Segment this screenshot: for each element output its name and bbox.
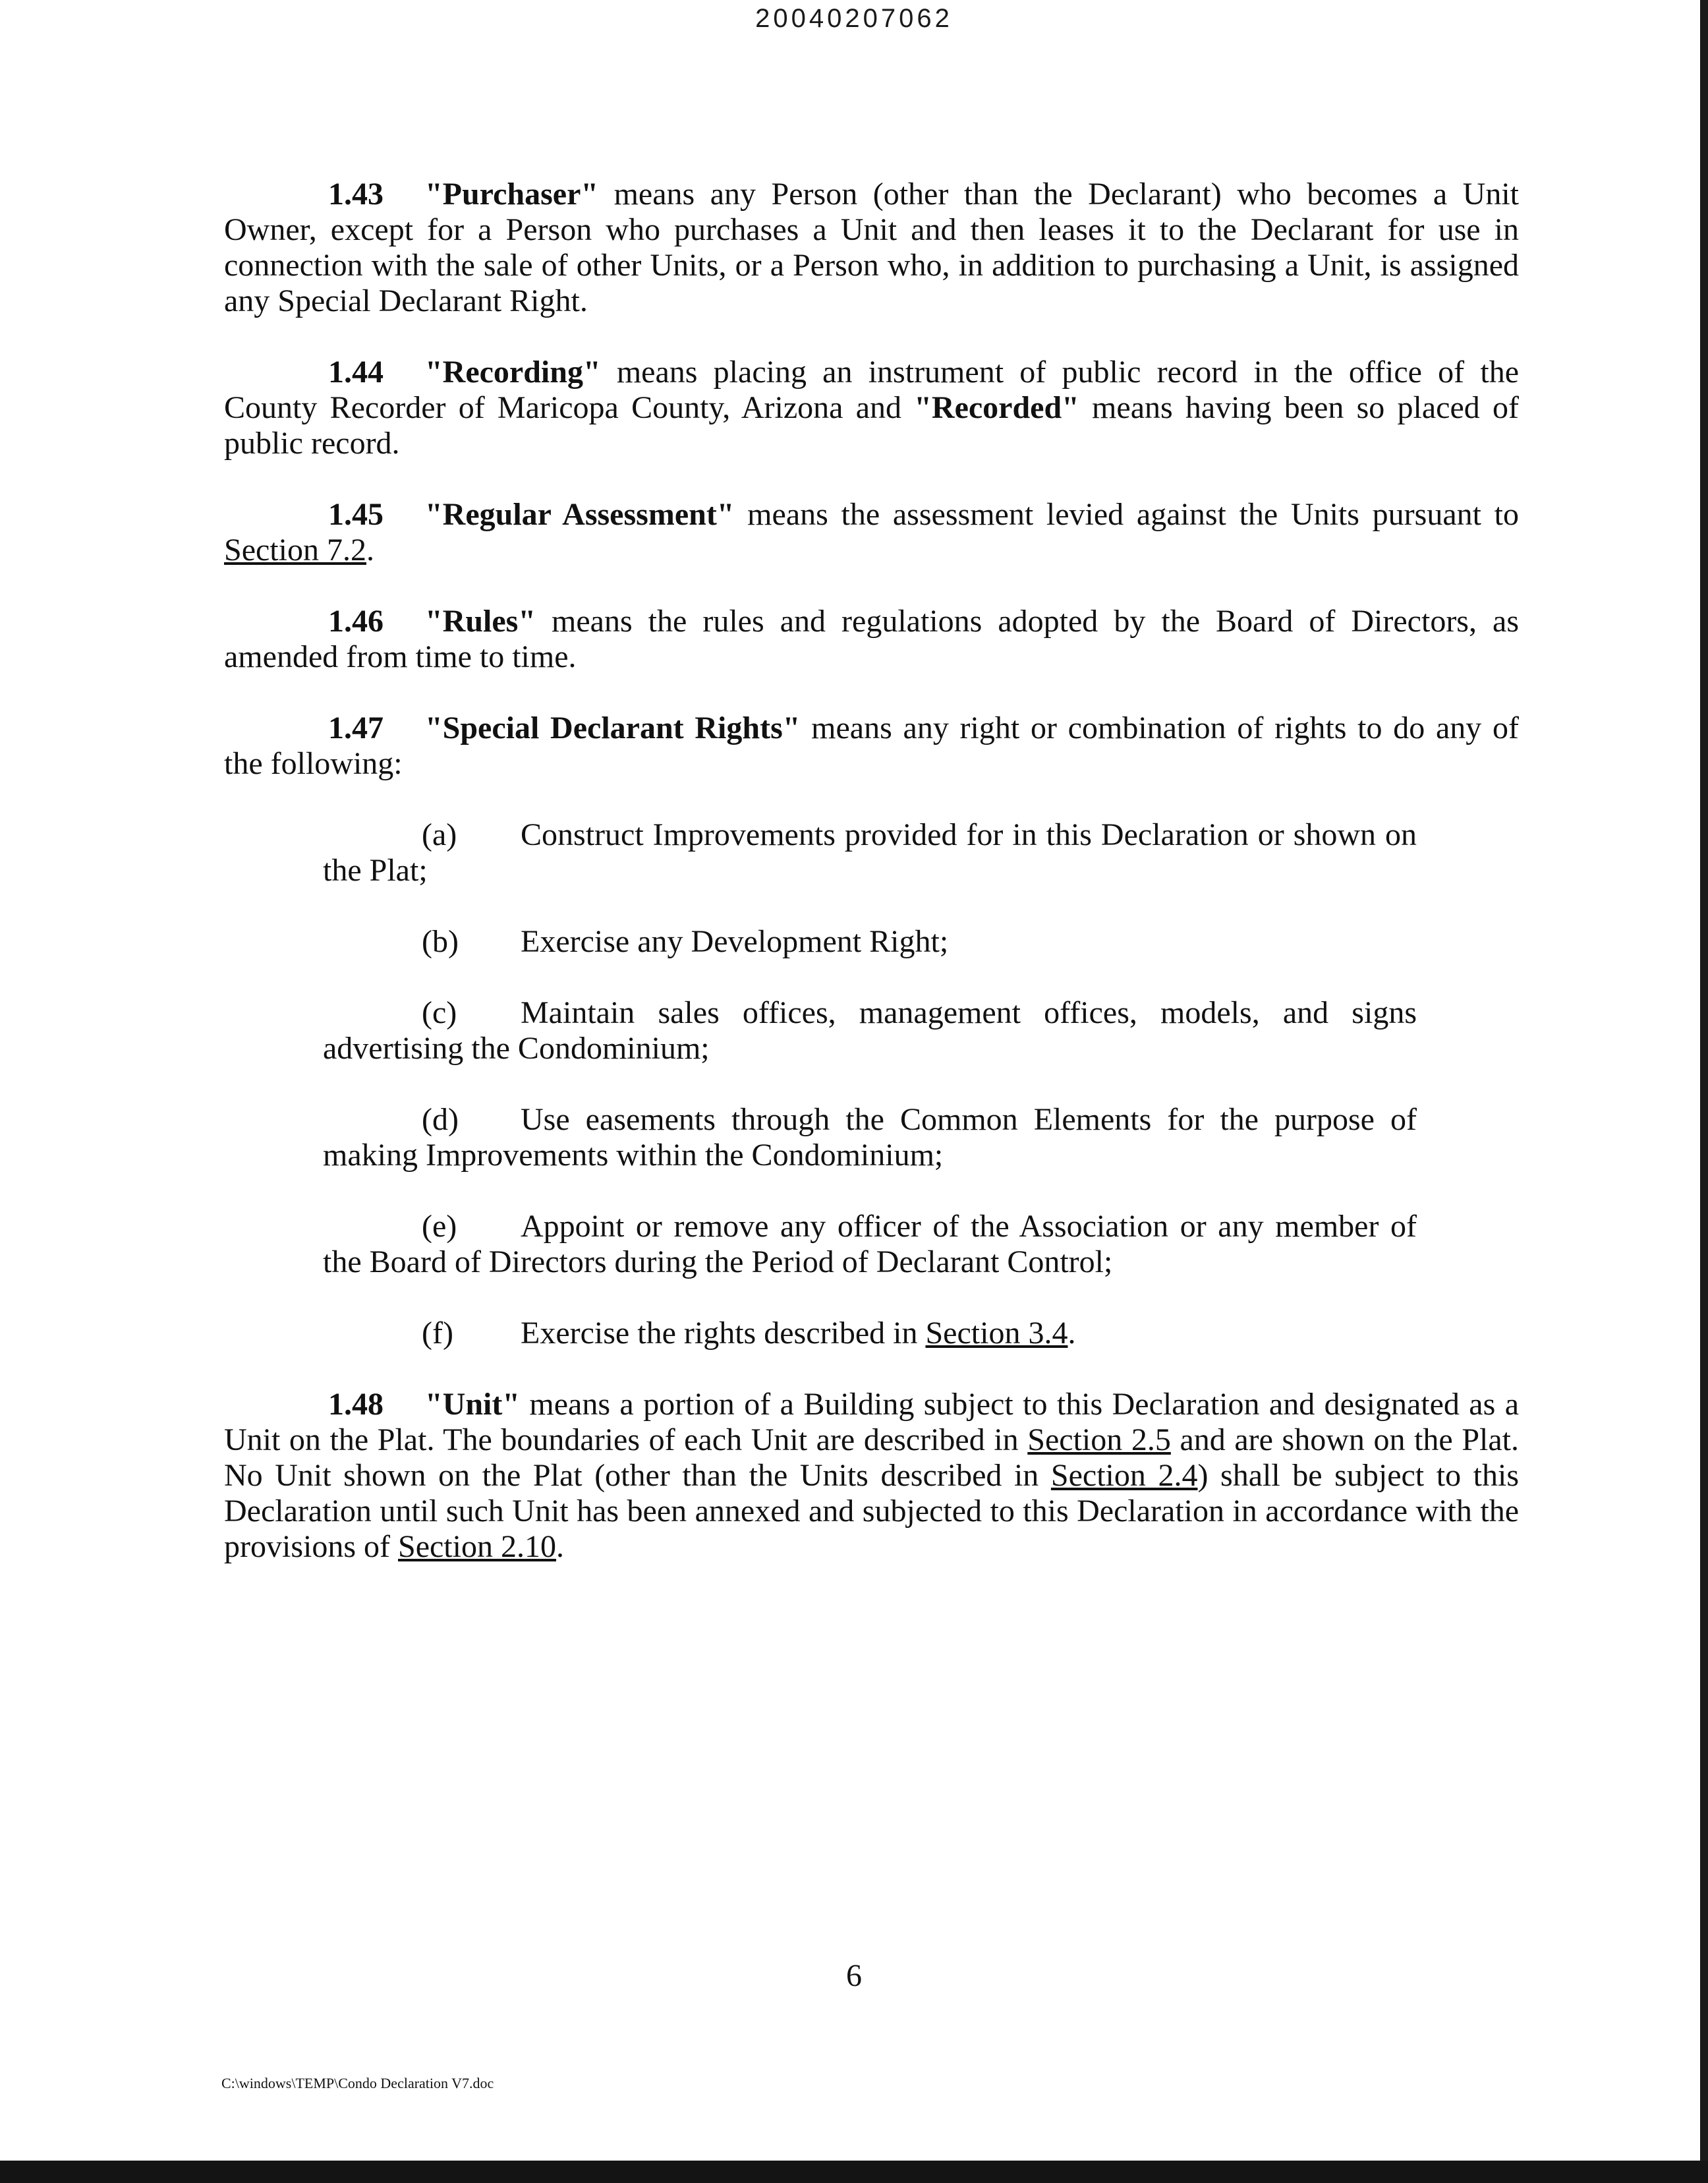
section-text: means any Person (other than the Declarant) who becomes a Unit Owner, except for a Person who purchases a Unit and then leases it to the Declarant for use in connection with the sale of other Units, or a Person who, in addition to purchasing a Unit, is assigned any Special Declarant Right. (224, 177, 1519, 318)
defined-term: "Rules" (425, 604, 536, 639)
section-text: means the rules and regulations adopted by the Board of Directors, as amended from time to time. (224, 604, 1519, 674)
section-text: means a portion of a Building subject to this Declaration and designated as a Unit on the Plat. The boundaries of each Unit are described in (224, 1387, 1519, 1457)
item-text: Maintain sales offices, management offices, models, and signs advertising the Condominium; (323, 995, 1417, 1066)
section-1-47 (224, 711, 1519, 782)
item-letter: (f) (422, 1316, 453, 1351)
section-number: 1.47 (328, 711, 384, 745)
defined-term: "Unit" (425, 1387, 520, 1422)
section-1-46 (224, 604, 1519, 675)
defined-term: "Purchaser" (425, 177, 599, 212)
section-reference: Section 2.4 (1050, 1458, 1198, 1493)
section-text: . (555, 1529, 564, 1564)
section-1-48 (224, 1387, 1519, 1565)
list-item-b (224, 924, 1519, 960)
defined-term: "Recording" (425, 355, 601, 390)
section-reference: Section 2.10 (398, 1529, 556, 1564)
defined-term: "Regular Assessment" (425, 497, 735, 532)
page-number: 6 (846, 1958, 862, 1993)
document-body (224, 177, 1519, 1600)
section-number: 1.45 (328, 497, 384, 532)
section-text: means placing an instrument of public record in the office of the County Recorder of Maricopa County, Arizona and (224, 355, 1519, 425)
section-number: 1.48 (328, 1387, 384, 1422)
section-1-45 (224, 497, 1519, 568)
section-reference: Section 7.2 (224, 533, 366, 568)
item-letter: (a) (422, 817, 457, 852)
section-text: ) shall be subject to this Declaration until such Unit has been annexed and subjected to this Declaration in accordance with the provisions of (224, 1458, 1520, 1564)
item-letter: (c) (422, 995, 457, 1030)
item-letter: (d) (422, 1102, 459, 1137)
section-text: means any right or combination of rights to do any of the following: (224, 711, 1520, 781)
item-text: Appoint or remove any officer of the Association or any member of the Board of Directors during the Period of Declarant Control; (323, 1209, 1417, 1279)
list-item-d (224, 1102, 1519, 1173)
section-text: means having been so placed of public record. (224, 390, 1519, 461)
document-number: 20040207062 (755, 4, 953, 33)
section-number: 1.43 (328, 177, 384, 212)
defined-term: "Recorded" (914, 390, 1079, 425)
section-1-44 (224, 355, 1519, 461)
item-letter: (e) (422, 1209, 457, 1244)
item-text: . (1068, 1316, 1076, 1351)
section-text: . (366, 533, 374, 568)
list-item-f (224, 1316, 1519, 1351)
list-item-a (224, 817, 1519, 888)
section-number: 1.46 (328, 604, 384, 639)
list-item-e (224, 1209, 1519, 1280)
section-reference: Section 2.5 (1027, 1422, 1171, 1457)
section-reference: Section 3.4 (925, 1316, 1068, 1351)
defined-term: "Special Declarant Rights" (425, 711, 801, 745)
scan-edge-border (1700, 0, 1708, 2183)
section-number: 1.44 (328, 355, 384, 390)
list-item-c (224, 995, 1519, 1066)
scan-bottom-border (0, 2161, 1708, 2183)
item-text: Use easements through the Common Elements for the purpose of making Improvements within the Condominium; (323, 1102, 1417, 1173)
section-text: means the assessment levied against the Units pursuant to (734, 497, 1520, 532)
section-text: and are shown on the Plat. No Unit shown on the Plat (other than the Units described in (224, 1422, 1520, 1493)
section-1-43 (224, 177, 1519, 319)
item-letter: (b) (422, 924, 459, 959)
item-text: Exercise any Development Right; (521, 924, 949, 959)
footer-file-path: C:\windows\TEMP\Condo Declaration V7.doc (221, 2075, 494, 2091)
item-text: Exercise the rights described in (521, 1316, 926, 1351)
item-text: Construct Improvements provided for in this Declaration or shown on the Plat; (323, 817, 1417, 888)
